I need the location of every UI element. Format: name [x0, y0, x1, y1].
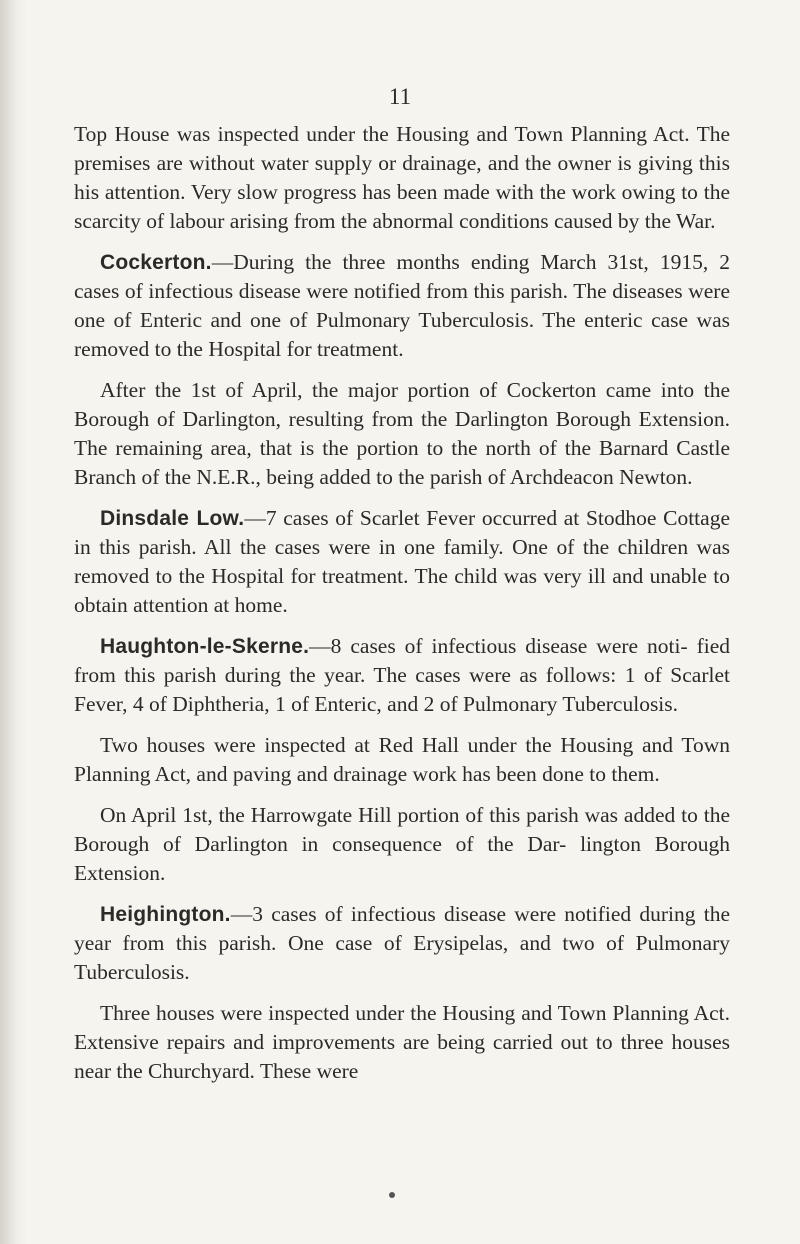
page-number: 11 [388, 84, 412, 109]
paragraph-text: Two houses were inspected at Red Hall under the Housing and Town Planning Act, and paving and drainage work has been done to them. [74, 733, 730, 786]
paragraph-churchyard-houses [74, 999, 730, 1086]
paragraph-text: —8 cases of infectious disease were noti- fied from this parish during the year. The cases were as follows: 1 of Scarlet Fever, 4 of Diphtheria, 1 of Enteric, and 2 of Pulmonary Tuberculosis. [74, 634, 730, 716]
paragraph-text: —3 cases of infectious disease were notified during the year from this parish. One case of Erysipelas, and two of Pulmonary Tuberculosis. [74, 902, 730, 984]
paragraph-red-hall [74, 731, 730, 789]
body-text [74, 120, 730, 1098]
paragraph-text: Top House was inspected under the Housing and Town Planning Act. The premises are without water supply or drainage, and the owner is giving this his attention. Very slow progress has been made with the work owing to the scarcity of labour arising from the abnormal conditions caused by the War. [74, 122, 730, 233]
paragraph-cockerton [74, 248, 730, 364]
paragraph-heighington [74, 900, 730, 987]
section-heading-heighington: Heighington. [100, 903, 231, 926]
paragraph-text: After the 1st of April, the major portion of Cockerton came into the Borough of Darlington, resulting from the Darlington Borough Extension. The remaining area, that is the portion to the north of the Barnard Castle Branch of the N.E.R., being added to the parish of Archdeacon Newton. [74, 378, 730, 489]
section-heading-cockerton: Cockerton. [100, 251, 212, 274]
paragraph-text: —During the three months ending March 31st, 1915, 2 cases of infectious disease were notified from this parish. The diseases were one of Enteric and one of Pulmonary Tuberculosis. The enteric case was removed to the Hospital for treatment. [74, 250, 730, 361]
paragraph-text: On April 1st, the Harrowgate Hill portion of this parish was added to the Borough of Darlington in consequence of the Dar- lington Borough Extension. [74, 803, 730, 885]
paragraph-cockerton-extension [74, 376, 730, 492]
page-edge-shadow [0, 0, 28, 1244]
paragraph-text: Three houses were inspected under the Housing and Town Planning Act. Extensive repairs and improvements are being carried out to three houses near the Churchyard. These were [74, 1001, 730, 1083]
footer-dot-mark [389, 1192, 395, 1198]
section-heading-dinsdale-low: Dinsdale Low. [100, 507, 245, 530]
section-heading-haughton-le-skerne: Haughton-le-Skerne. [100, 635, 310, 658]
paragraph-harrowgate-hill [74, 801, 730, 888]
paragraph-haughton-le-skerne [74, 632, 730, 719]
paragraph-top-house [74, 120, 730, 236]
paragraph-dinsdale-low [74, 504, 730, 620]
paragraph-text: —7 cases of Scarlet Fever occurred at Stodhoe Cottage in this parish. All the cases were in one family. One of the children was removed to the Hospital for treatment. The child was very ill and unable to obtain attention at home. [74, 506, 730, 617]
